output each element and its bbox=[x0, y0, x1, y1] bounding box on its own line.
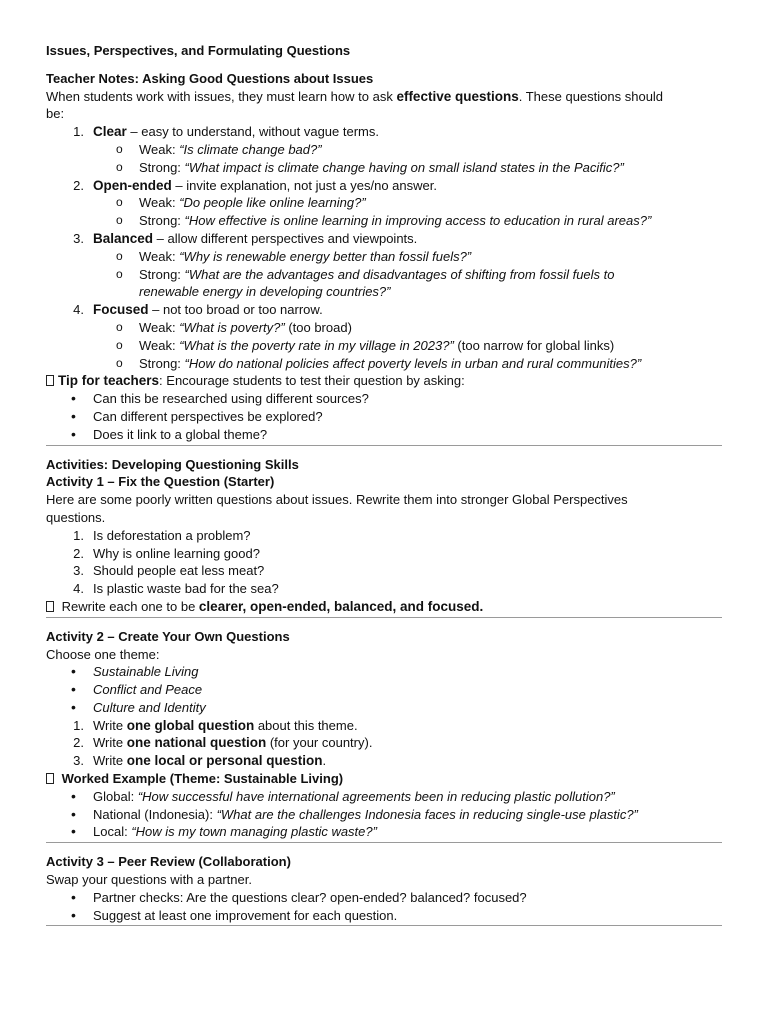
section-divider bbox=[46, 925, 722, 926]
bullet-dot-icon: • bbox=[71, 787, 76, 804]
list-item: 2. Why is online learning good? bbox=[73, 545, 260, 561]
bullet-dot-icon: • bbox=[71, 906, 76, 923]
list-item: 3. Write one local or personal question. bbox=[73, 753, 327, 769]
task-icon bbox=[46, 601, 54, 612]
circle-bullet-icon: o bbox=[116, 213, 123, 228]
list-item: 1. Is deforestation a problem? bbox=[73, 527, 251, 543]
list-item: 4. Is plastic waste bad for the sea? bbox=[73, 581, 279, 597]
list-item: • National (Indonesia): “What are the challenges Indonesia faces in reducing single-use plastic?” bbox=[71, 805, 638, 822]
worked-example-heading: Worked Example (Theme: Sustainable Living) bbox=[46, 770, 722, 788]
activity-1-intro: Here are some poorly written questions about issues. Rewrite them into stronger Global Perspectives bbox=[46, 492, 628, 508]
criterion-term: Open-ended bbox=[93, 177, 172, 193]
circle-bullet-icon: o bbox=[116, 355, 123, 370]
activity-1-task: Rewrite each one to be clearer, open-ended, balanced, and focused. bbox=[46, 598, 722, 616]
bullet-dot-icon: • bbox=[71, 663, 76, 680]
activity-3-heading: Activity 3 – Peer Review (Collaboration) bbox=[46, 854, 291, 870]
example-weak: o Weak: “Is climate change bad?” bbox=[116, 141, 322, 157]
bullet-dot-icon: • bbox=[71, 681, 76, 698]
example-icon bbox=[46, 773, 54, 784]
list-item: • Global: “How successful have international agreements been in reducing plastic pollution?” bbox=[71, 787, 615, 804]
teacher-notes-intro-cont: be: bbox=[46, 106, 65, 122]
tip-icon bbox=[46, 375, 54, 386]
list-item: • Does it link to a global theme? bbox=[71, 425, 268, 442]
circle-bullet-icon: o bbox=[116, 319, 123, 334]
activity-2-heading: Activity 2 – Create Your Own Questions bbox=[46, 628, 290, 644]
example-strong: o Strong: “How effective is online learning in improving access to education in rural areas?” bbox=[116, 213, 652, 229]
criterion-term: Balanced bbox=[93, 230, 154, 246]
example-strong: o Strong: “What impact is climate change having on small island states in the Pacific?” bbox=[116, 159, 624, 175]
example-strong: o Strong: “How do national policies affect poverty levels in urban and rural communities?” bbox=[116, 355, 642, 371]
teacher-notes-heading: Teacher Notes: Asking Good Questions about Issues bbox=[46, 70, 374, 86]
list-item: • Partner checks: Are the questions clear? open-ended? balanced? focused? bbox=[71, 888, 527, 905]
list-item: • Suggest at least one improvement for each question. bbox=[71, 906, 398, 923]
example-weak: o Weak: “What is poverty?” (too broad) bbox=[116, 319, 352, 335]
teacher-notes-intro: When students work with issues, they must learn how to ask effective questions. These questions should bbox=[46, 88, 664, 104]
list-item: • Culture and Identity bbox=[71, 698, 206, 715]
bullet-dot-icon: • bbox=[71, 823, 76, 840]
bullet-dot-icon: • bbox=[71, 390, 76, 407]
bullet-dot-icon: • bbox=[71, 407, 76, 424]
list-item: • Can different perspectives be explored? bbox=[71, 407, 323, 424]
tip-label: Tip for teachers bbox=[58, 373, 160, 389]
activity-1-intro-cont: questions. bbox=[46, 509, 106, 525]
bullet-dot-icon: • bbox=[71, 805, 76, 822]
example-strong: o Strong: “What are the advantages and disadvantages of shifting from fossil fuels to bbox=[116, 266, 615, 282]
list-item: • Sustainable Living bbox=[71, 663, 199, 680]
criterion-clear: 1. Clear – easy to understand, without vague terms. bbox=[73, 124, 379, 140]
activity-3-intro: Swap your questions with a partner. bbox=[46, 872, 252, 888]
list-item: • Local: “How is my town managing plastic waste?” bbox=[71, 823, 377, 840]
bullet-dot-icon: • bbox=[71, 698, 76, 715]
criterion-focused: 4. Focused – not too broad or too narrow. bbox=[73, 302, 323, 318]
example-weak: o Weak: “Do people like online learning?” bbox=[116, 195, 366, 211]
example-weak: o Weak: “What is the poverty rate in my village in 2023?” (too narrow for global links) bbox=[116, 337, 615, 353]
list-item: 2. Write one national question (for your country). bbox=[73, 735, 373, 751]
activities-heading: Activities: Developing Questioning Skills bbox=[46, 456, 299, 472]
teacher-tip: Tip for teachers: Encourage students to test their question by asking: bbox=[46, 372, 722, 390]
circle-bullet-icon: o bbox=[116, 195, 123, 210]
criterion-term: Focused bbox=[93, 302, 149, 318]
circle-bullet-icon: o bbox=[116, 248, 123, 263]
activity-2-intro: Choose one theme: bbox=[46, 646, 160, 662]
intro-emphasis: effective questions bbox=[396, 88, 519, 104]
criterion-open-ended: 2. Open-ended – invite explanation, not just a yes/no answer. bbox=[73, 177, 437, 193]
list-item: 3. Should people eat less meat? bbox=[73, 563, 265, 579]
circle-bullet-icon: o bbox=[116, 141, 123, 156]
list-item: • Conflict and Peace bbox=[71, 681, 203, 698]
example-strong-cont: renewable energy in developing countries?” bbox=[139, 284, 391, 300]
activity-1-heading: Activity 1 – Fix the Question (Starter) bbox=[46, 474, 275, 490]
example-weak: o Weak: “Why is renewable energy better than fossil fuels?” bbox=[116, 248, 472, 264]
criterion-balanced: 3. Balanced – allow different perspectives and viewpoints. bbox=[73, 230, 418, 246]
bullet-dot-icon: • bbox=[71, 425, 76, 442]
circle-bullet-icon: o bbox=[116, 266, 123, 281]
circle-bullet-icon: o bbox=[116, 159, 123, 174]
document-title: Issues, Perspectives, and Formulating Questions bbox=[46, 43, 351, 58]
list-item: • Can this be researched using different sources? bbox=[71, 390, 369, 407]
criterion-term: Clear bbox=[93, 124, 127, 140]
document-page bbox=[46, 42, 722, 926]
bullet-dot-icon: • bbox=[71, 888, 76, 905]
circle-bullet-icon: o bbox=[116, 337, 123, 352]
list-item: 1. Write one global question about this theme. bbox=[73, 717, 358, 733]
